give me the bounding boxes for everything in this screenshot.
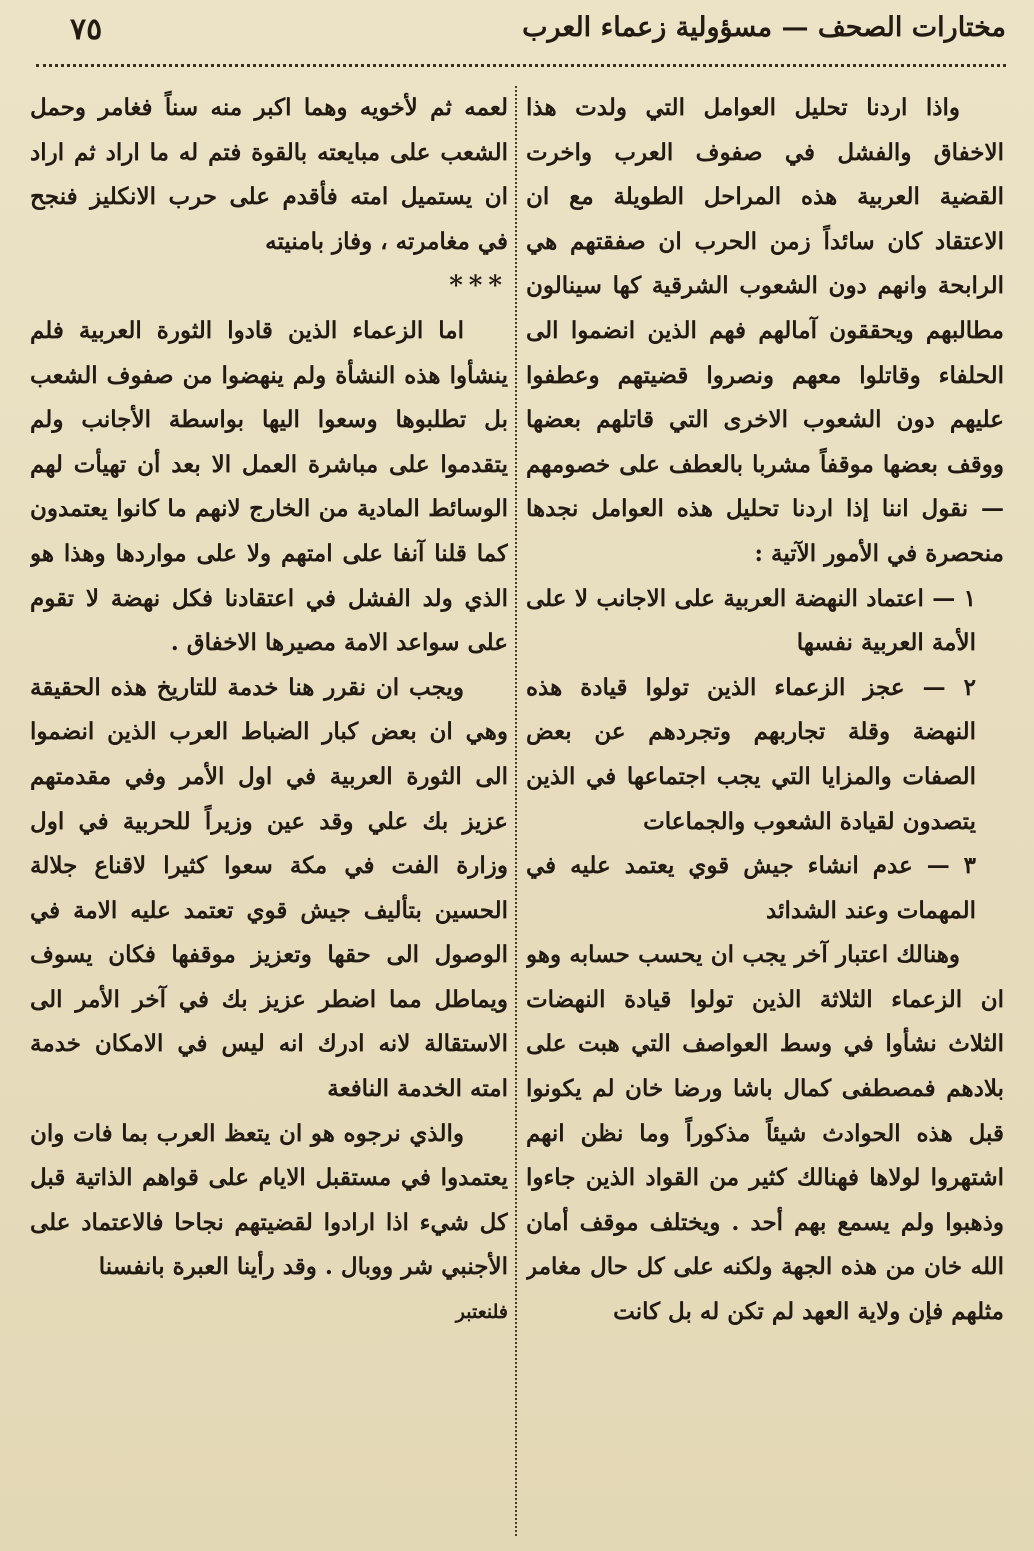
running-title: مختارات الصحف — مسؤولية زعماء العرب: [522, 12, 1006, 43]
right-column: [526, 86, 1004, 1538]
list-item: ١ — اعتماد النهضة العربية على الاجانب لا على الأمة العربية نفسها: [526, 584, 976, 657]
list-item: ٣ — عدم انشاء جيش قوي يعتمد عليه في المهمات وعند الشدائد: [526, 852, 976, 924]
paragraph: والذي نرجوه هو ان يتعظ العرب بما فات وان يعتمدوا في مستقبل الايام على قواهم الذاتية قبل كل شيء اذا ارادوا لقضيتهم نجاحا فالاعتماد على الأجنبي شر ووبال . وقد رأينا العبرة بانفسنا: [30, 1119, 508, 1281]
section-separator: ***: [449, 271, 508, 302]
paragraph-end: فلنعتبر: [455, 1301, 508, 1324]
paragraph: واذا اردنا تحليل العوامل التي ولدت هذا الاخفاق والفشل في صفوف العرب واخرت القضية العربية هذه المراحل الطويلة مع ان الاعتقاد كان سائداً زمن الحرب ان صفقتهم هي الرابحة وانهم دون الشعوب الشرقية كها سينالون مطالبهم ويحققون آمالهم فهم الذين انضموا الى الحلفاء وقاتلوا معهم ونصروا قضيتهم وعطفوا عليهم دون الشعوب الاخرى التي قاتلهم بعضها ووقف بعضها موقفاً مشربا بالعطف على خصومهم — نقول اننا إذا اردنا تحليل هذه العوامل نجدها منحصرة في الأمور الآتية :: [526, 94, 1004, 567]
paragraph: اما الزعماء الذين قادوا الثورة العربية فلم ينشأوا هذه النشأة ولم ينهضوا من صفوف الشعب بل تطلبوها وسعوا اليها بواسطة الأجانب ولم يتقدموا على مباشرة العمل الا بعد أن تهيأت لهم الوسائط المادية من الخارج لانهم ما كانوا يعتمدون كما قلنا آنفا على امتهم ولا على مواردها وهذا هو الذي ولد الفشل في اعتقادنا فكل نهضة لا تقوم على سواعد الامة مصيرها الاخفاق .: [30, 316, 508, 657]
paragraph: لعمه ثم لأخويه وهما اكبر منه سناً فغامر وحمل الشعب على مبايعته بالقوة فتم له ما اراد ثم اراد ان يستميل امته فأقدم على حرب الانكليز فنجح في مغامرته ، وفاز بامنيته: [30, 94, 508, 255]
left-column: [30, 86, 508, 1538]
list-item: ٢ — عجز الزعماء الذين تولوا قيادة هذه النهضة وقلة تجاربهم وتجردهم عن بعض الصفات والمزايا التي يجب اجتماعها في الذين يتصدون لقيادة الشعوب والجماعات: [526, 673, 976, 835]
paragraph: ويجب ان نقرر هنا خدمة للتاريخ هذه الحقيقة وهي ان بعض كبار الضباط العرب الذين انضموا الى الثورة العربية في اول الأمر وفي مقدمتهم عزيز بك علي وقد عين وزيراً للحربية في اول وزارة الفت في مكة سعوا كثيرا لاقناع جلالة الحسين بتأليف جيش قوي تعتمد عليه الامة في الوصول الى حقها وتعزيز موقفها فكان يسوف ويماطل مما اضطر عزيز بك في آخر الأمر الى الاستقالة لانه ادرك انه ليس في الامكان خدمة امته الخدمة النافعة: [30, 673, 508, 1103]
column-divider: [515, 86, 517, 1536]
header-rule: [36, 64, 1006, 67]
paragraph: وهنالك اعتبار آخر يجب ان يحسب حسابه وهو ان الزعماء الثلاثة الذين تولوا قيادة النهضات الثلاث نشأوا في وسط العواصف التي هبت على بلادهم فمصطفى كمال باشا ورضا خان لم يكونوا قبل هذه الحوادث شيئاً مذكوراً وما نظن انهم اشتهروا لولاها فهنالك كثير من القواد الذين جاءوا وذهبوا ولم يسمع بهم أحد . ويختلف موقف أمان الله خان من هذه الجهة ولكنه على كل حال مغامر مثلهم فإن ولاية العهد لم تكن له بل كانت: [526, 941, 1004, 1326]
page-header: [40, 6, 1006, 52]
page-number: ٧٥: [70, 12, 103, 47]
